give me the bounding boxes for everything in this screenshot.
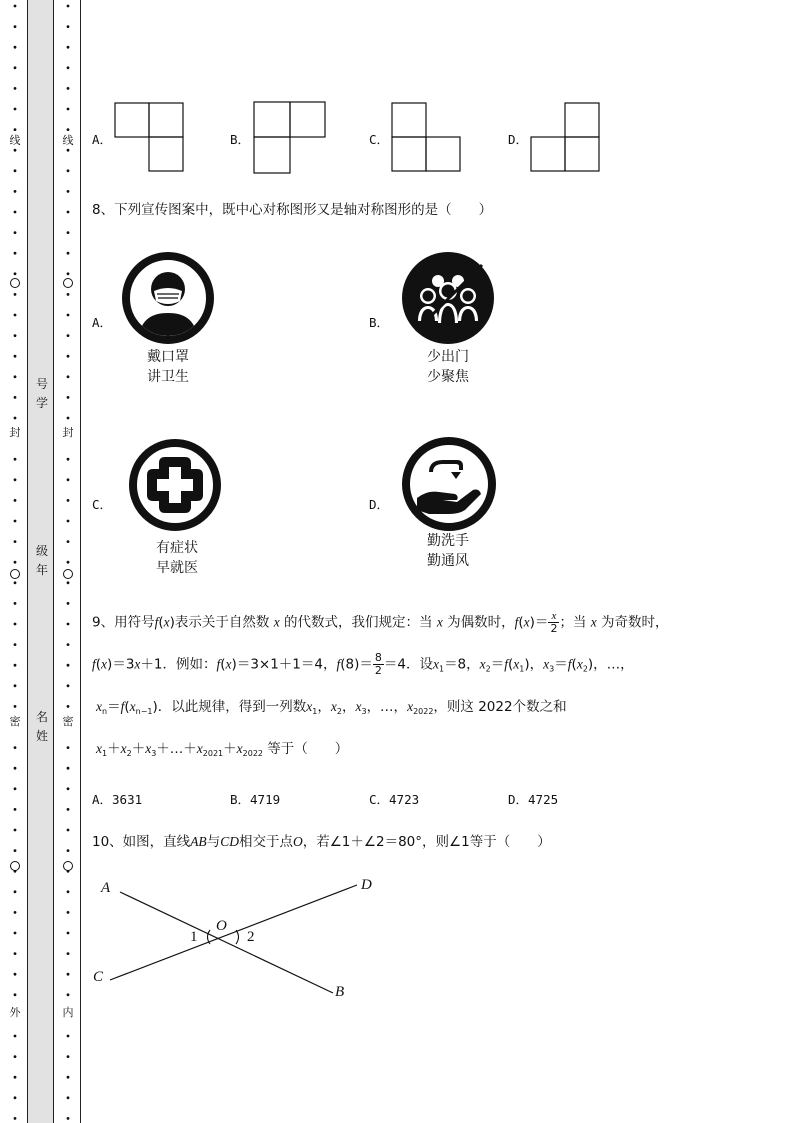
q10-line-ab-name: AB <box>190 834 207 849</box>
label-char-xue: 学 <box>35 396 48 410</box>
point-b-label: B <box>335 984 345 1000</box>
gutter-circle-markers-right <box>61 275 75 895</box>
q9-text-p2: 表示关于自然数 <box>174 614 270 631</box>
q8-a-caption-line1: 戴口罩 <box>147 349 189 365</box>
q7-option-d-figure <box>530 102 602 174</box>
gutter-dot <box>14 128 17 131</box>
q8-c-caption-line1: 有症状 <box>156 540 198 556</box>
q8-stem: 8、下列宣传图案中，既中心对称图形又是轴对称图形的是（ ） <box>92 202 493 218</box>
gutter-dot <box>14 108 17 111</box>
gutter-dot <box>14 973 17 976</box>
gutter-marker-wai: 外 <box>9 1006 21 1019</box>
gutter-dot <box>67 1055 70 1058</box>
name-label <box>35 708 49 746</box>
point-c-label: C <box>93 969 104 985</box>
q8-option-a-label: A． <box>92 315 113 330</box>
q10-text-d: ，若∠1＋∠2＝80°，则∠1等于（ ） <box>302 834 551 850</box>
gutter-dot <box>67 1076 70 1079</box>
gutter-dot <box>67 87 70 90</box>
q10-point-o-name: O <box>292 834 303 849</box>
gutter-dot <box>14 1076 17 1079</box>
q10-text-b: 与 <box>206 834 221 850</box>
q10-line-cd-name: CD <box>220 834 239 849</box>
q9-text-p1: 9、用符号 <box>92 614 155 631</box>
gutter-dot <box>14 1096 17 1099</box>
q9-line-4: $x_1+x_2+x_3+\dots+x_{2021}+x_{2022}$ 等于（ ） <box>96 741 349 758</box>
gutter-dot <box>67 1096 70 1099</box>
point-o-label: O <box>216 918 227 934</box>
q9-line-3: $x_n=f(x_{n-1})$．以此规律，得到一列数$x_1$，$x_2$，$x_3$，…，$x_{2022}$，则这 2022个数之和 <box>96 699 567 716</box>
gutter-dot <box>14 190 17 193</box>
q8-b-caption-line2: 少聚焦 <box>427 369 469 385</box>
q8-d-caption <box>408 531 488 571</box>
gutter-dot <box>14 1055 17 1058</box>
gutter-dot <box>67 25 70 28</box>
grade-label <box>35 542 49 580</box>
label-char-hao: 号 <box>35 377 48 391</box>
q8-option-b-label: B． <box>369 315 390 330</box>
q9-text-p5: ；当 <box>559 614 587 631</box>
gutter-dot <box>67 911 70 914</box>
gutter-marker-feng-right: 封 <box>62 426 74 439</box>
gutter-dot <box>14 25 17 28</box>
gutter-dot <box>67 169 70 172</box>
gutter-marker-feng-left: 封 <box>9 426 21 439</box>
q9-text-line2-b: ， <box>322 656 337 673</box>
angle-1-label: 1 <box>190 929 198 945</box>
q8-d-caption-line2: 勤通风 <box>427 553 469 569</box>
q8-a-caption-line2: 讲卫生 <box>147 369 189 385</box>
gutter-marker-xian-right: 线 <box>62 134 74 147</box>
gutter-dot <box>14 231 17 234</box>
q7-option-b-figure <box>253 101 327 175</box>
gutter-marker-nei: 内 <box>62 1006 74 1019</box>
q7-option-c-label: C． <box>369 132 390 147</box>
q9-text-line3-b: ，则这 2022个数之和 <box>433 699 567 715</box>
point-d-label: D <box>361 877 372 893</box>
q9-text-line3-a: ．以此规律，得到一列数 <box>157 699 307 715</box>
mask-person-icon <box>118 251 218 347</box>
gutter-dot <box>67 973 70 976</box>
gutter-dot <box>67 211 70 214</box>
student-number-label <box>35 375 49 413</box>
line-cd <box>110 885 357 980</box>
q8-option-c-label: C． <box>92 497 113 512</box>
gutter-dot <box>14 1117 17 1120</box>
q10-stem <box>92 830 551 850</box>
q9-frac-x-over-2: $\frac{x}{2}$ <box>550 610 558 635</box>
q10-text-c: 相交于点 <box>238 834 293 850</box>
q9-option-a: A．3631 <box>92 792 143 807</box>
gutter-dot <box>14 87 17 90</box>
q10-text-a: 10、如图，直线 <box>92 834 191 850</box>
q8-d-caption-line1: 勤洗手 <box>427 533 469 549</box>
gutter-dot <box>67 66 70 69</box>
gutter-dot <box>14 169 17 172</box>
angle-2-label: 2 <box>247 929 255 945</box>
gutter-dot <box>67 5 70 8</box>
label-char-nian: 年 <box>35 563 48 577</box>
gutter-dot <box>14 46 17 49</box>
q9-text-p4: 为偶数时， <box>447 614 515 631</box>
gutter-dot <box>14 932 17 935</box>
gutter-marker-xian-left: 线 <box>9 134 21 147</box>
gutter-dot <box>14 952 17 955</box>
label-char-ji: 级 <box>35 544 48 558</box>
q8-c-caption-line2: 早就医 <box>156 560 198 576</box>
gutter-dot <box>67 1035 70 1038</box>
q9-option-b: B．4719 <box>230 792 281 807</box>
point-a-label: A <box>101 880 111 896</box>
q9-text-line4-a: 等于（ ） <box>267 741 349 757</box>
q7-option-c-figure <box>391 102 463 174</box>
q9-text-p6: 为奇数时， <box>601 614 669 631</box>
q8-c-caption <box>137 538 217 578</box>
gutter-dot <box>14 1035 17 1038</box>
gutter-dot <box>14 911 17 914</box>
gutter-dot <box>67 993 70 996</box>
gutter-dot <box>14 993 17 996</box>
gutter-dot <box>67 149 70 152</box>
gutter-dot <box>14 211 17 214</box>
gutter-dot <box>14 66 17 69</box>
gutter-dot <box>67 231 70 234</box>
q9-text-line2-c: ．设 <box>405 656 433 673</box>
angle-2-arc <box>236 930 239 944</box>
binding-gutter-rule <box>80 0 81 1123</box>
q10-intersecting-lines-figure <box>90 870 390 1010</box>
gutter-dot <box>67 932 70 935</box>
q9-line-2: f(x)＝3x＋1．例如：f(x)＝3×1＋1＝4，f(8)＝ $\frac{8}{2}$ ＝4．设$x_1=8$，$x_2=f(x_1)$，$x_3=f(x_2)$，…， <box>92 651 634 677</box>
gutter-dot <box>67 190 70 193</box>
q9-line-1: 9、用符号f(x)表示关于自然数 x 的代数式，我们规定：当 x 为偶数时，f(x)＝ $\frac{x}{2}$ ；当 x 为奇数时， <box>92 610 669 635</box>
handwash-icon <box>399 436 501 532</box>
gutter-marker-mi-left: 密 <box>9 715 21 728</box>
gutter-dot <box>67 1117 70 1120</box>
q8-a-caption <box>128 347 208 387</box>
q8-b-caption-line1: 少出门 <box>427 349 469 365</box>
crowd-no-gathering-icon <box>398 251 500 347</box>
gutter-dot <box>14 5 17 8</box>
gutter-dot <box>67 952 70 955</box>
gutter-dot <box>14 149 17 152</box>
gutter-dot <box>67 128 70 131</box>
gutter-marker-mi-right: 密 <box>62 715 74 728</box>
gutter-dot <box>67 46 70 49</box>
label-char-xing: 姓 <box>35 729 48 743</box>
q9-option-d: D．4725 <box>508 792 559 807</box>
q7-option-a-label: A． <box>92 132 113 147</box>
gutter-dot <box>14 252 17 255</box>
q9-frac-8-over-2: $\frac{8}{2}$ <box>374 651 382 677</box>
q8-option-d-label: D． <box>369 497 390 512</box>
q9-text-p3: 的代数式，我们规定：当 <box>284 614 433 631</box>
q9-option-c: C．4723 <box>369 792 420 807</box>
q8-b-caption <box>408 347 488 387</box>
gutter-circle-markers-left <box>8 275 22 895</box>
label-char-ming: 名 <box>35 710 48 724</box>
gutter-dot <box>67 252 70 255</box>
q9-math-fx: f <box>154 614 159 630</box>
q7-option-a-figure <box>114 102 186 174</box>
medical-cross-icon <box>125 437 227 533</box>
q7-option-b-label: B． <box>230 132 251 147</box>
q9-text-line2-a: ．例如： <box>162 656 217 673</box>
gutter-dot <box>67 108 70 111</box>
q7-option-d-label: D． <box>508 132 529 147</box>
